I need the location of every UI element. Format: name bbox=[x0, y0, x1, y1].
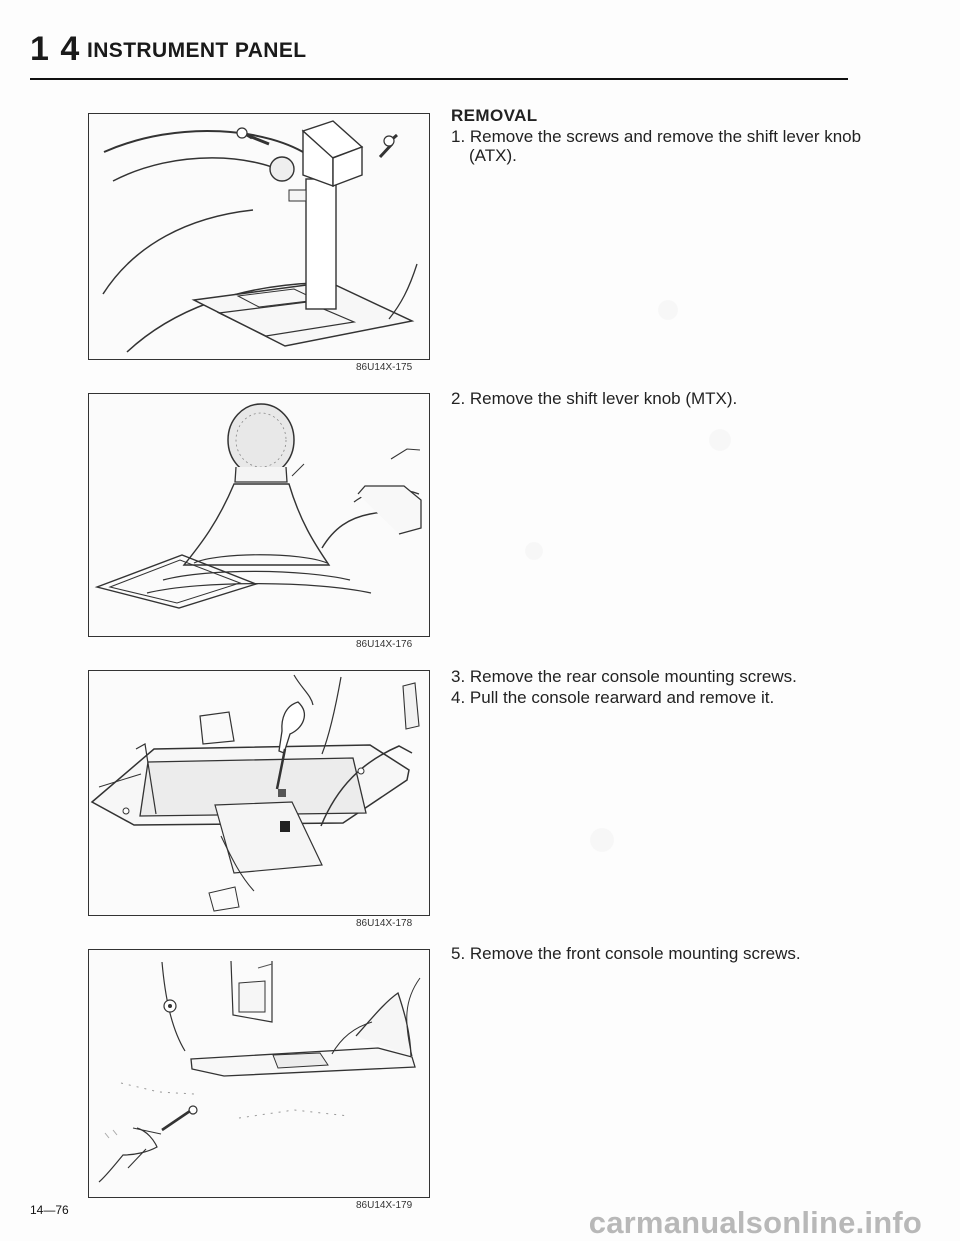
figure-mtx-knob bbox=[88, 393, 430, 637]
figure-front-console bbox=[88, 949, 430, 1198]
figure-rear-console bbox=[88, 670, 430, 916]
removal-step-3: 3. Remove the rear console mounting screws. bbox=[451, 667, 797, 686]
step-3-4-block bbox=[451, 667, 871, 709]
figure-code: 86U14X-176 bbox=[356, 639, 413, 650]
watermark-text: carmanualsonline.info bbox=[588, 1205, 922, 1240]
step-5-block bbox=[451, 944, 871, 965]
scan-spot bbox=[658, 300, 678, 320]
figure-code: 86U14X-179 bbox=[356, 1200, 413, 1211]
removal-section bbox=[451, 106, 871, 167]
removal-step-5: 5. Remove the front console mounting screws. bbox=[451, 944, 801, 963]
page-header bbox=[30, 30, 848, 80]
scan-spot bbox=[709, 429, 731, 451]
removal-step-4: 4. Pull the console rearward and remove it. bbox=[451, 688, 775, 707]
figure-mtx-knob-illustration bbox=[89, 394, 429, 636]
figure-atx-knob-illustration bbox=[89, 114, 429, 359]
removal-step-2: 2. Remove the shift lever knob (MTX). bbox=[451, 389, 738, 408]
step-2-block bbox=[451, 389, 871, 410]
scan-spot bbox=[590, 828, 614, 852]
figure-front-console-illustration bbox=[89, 950, 429, 1197]
section-number: 1 4 bbox=[30, 30, 81, 68]
removal-step-1: 1. Remove the screws and remove the shift lever knob (ATX). bbox=[451, 127, 862, 165]
figure-atx-knob bbox=[88, 113, 430, 360]
figure-code: 86U14X-178 bbox=[356, 918, 413, 929]
page-number: 14—76 bbox=[30, 1203, 69, 1217]
scan-spot bbox=[525, 542, 543, 560]
figure-rear-console-illustration bbox=[89, 671, 429, 915]
section-title: INSTRUMENT PANEL bbox=[87, 39, 307, 62]
figure-code: 86U14X-175 bbox=[356, 362, 413, 373]
removal-heading: REMOVAL bbox=[451, 106, 538, 125]
